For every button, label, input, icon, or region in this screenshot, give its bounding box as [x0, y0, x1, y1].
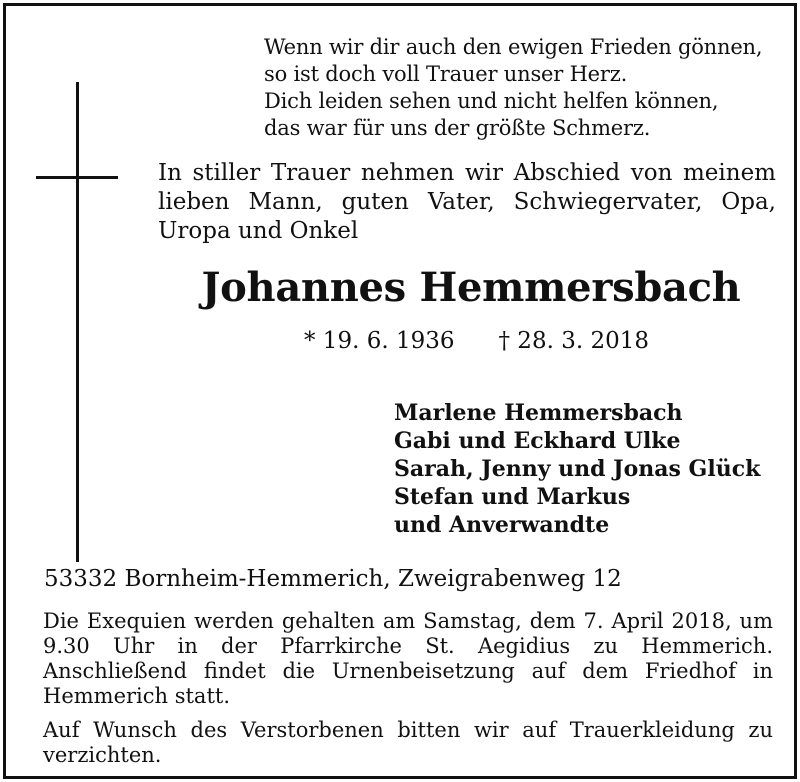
notice-service: Die Exequien werden gehalten am Samstag, dem 7. April 2018, um 9.30 Uhr in der Pfarrkirche St. Aegidius zu Hemmerich. Anschließend findet die Urnenbeisetzung auf dem Friedhof in Hemmerich statt. [43, 609, 773, 708]
mourner: Marlene Hemmersbach [394, 400, 683, 426]
notice-request: Auf Wunsch des Verstorbenen bitten wir auf Trauerkleidung zu verzichten. [43, 718, 773, 767]
poem-line: so ist doch voll Trauer unser Herz. [264, 62, 628, 86]
mourner: Gabi und Eckhard Ulke [394, 428, 681, 454]
mourner: und Anverwandte [394, 512, 610, 538]
cross-icon-bar [36, 176, 118, 179]
poem-line: das war für uns der größte Schmerz. [264, 116, 651, 140]
birth-date: * 19. 6. 1936 [304, 328, 455, 354]
mourner: Sarah, Jenny und Jonas Glück [394, 456, 761, 482]
poem [264, 34, 762, 142]
obituary-frame [3, 3, 797, 779]
poem-line: Dich leiden sehen und nicht helfen können, [264, 89, 719, 113]
deceased-name: Johannes Hemmersbach [201, 264, 741, 311]
cross-icon [76, 82, 79, 562]
mourner: Stefan und Markus [394, 484, 631, 510]
intro-text: In stiller Trauer nehmen wir Abschied von meinem lieben Mann, guten Vater, Schwiegervater, Opa, Uropa und Onkel [158, 160, 776, 244]
mourners-list [394, 399, 760, 539]
life-dates [304, 328, 649, 354]
poem-line: Wenn wir dir auch den ewigen Frieden gönnen, [264, 35, 763, 59]
address: 53332 Bornheim-Hemmerich, Zweigrabenweg 12 [44, 566, 622, 592]
death-date: † 28. 3. 2018 [498, 328, 649, 354]
funeral-notice [43, 609, 773, 777]
